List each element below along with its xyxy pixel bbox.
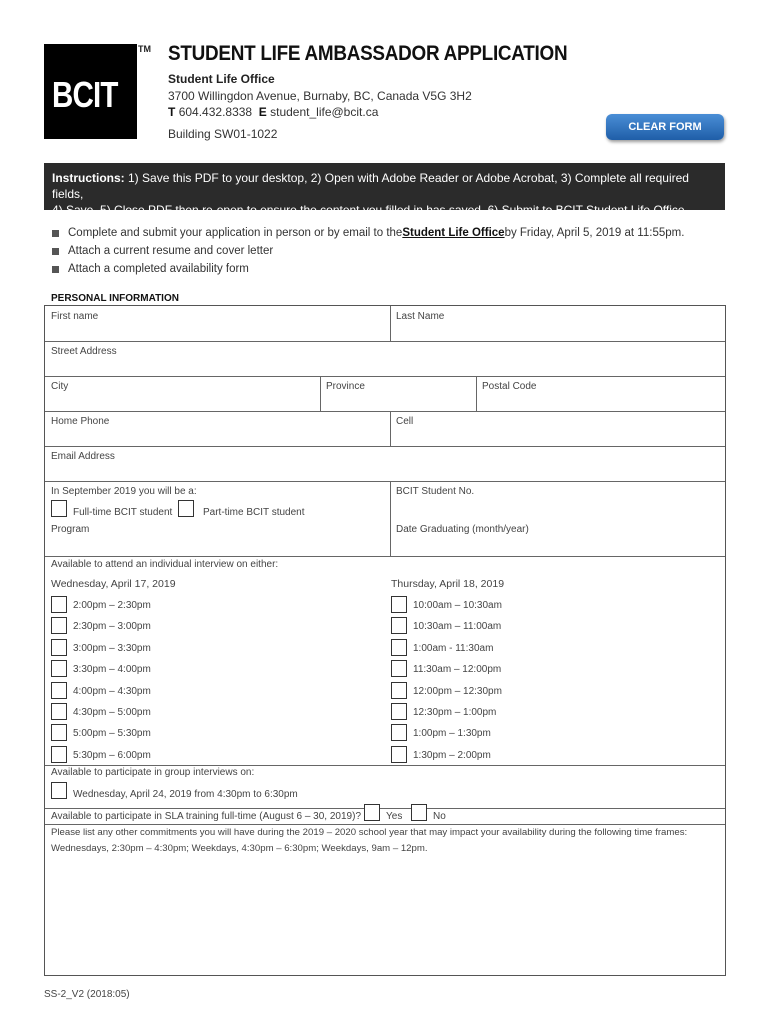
interview-slot-checkbox-wed-3[interactable] — [51, 639, 67, 656]
section-heading: PERSONAL INFORMATION — [51, 293, 179, 304]
office-name: Student Life Office — [168, 72, 275, 86]
form-code: SS-2_V2 (2018:05) — [44, 989, 130, 1000]
interview-slot-checkbox-wed-4[interactable] — [51, 660, 67, 677]
september-status-label: In September 2019 you will be a: — [51, 486, 197, 497]
bullet-text: Attach a completed availability form — [68, 263, 249, 275]
bullet-text: Complete and submit your application in person or by email to the — [68, 227, 403, 239]
commitments-timeframes: Wednesdays, 2:30pm – 4:30pm; Weekdays, 4:30pm – 6:30pm; Weekdays, 9am – 12pm. — [51, 843, 428, 854]
sla-training-label: Available to participate in SLA training full-time (August 6 – 30, 2019)? — [51, 811, 361, 822]
interview-slot-label: 3:00pm – 3:30pm — [73, 642, 151, 654]
interview-slot-label: 4:00pm – 4:30pm — [73, 685, 151, 697]
group-interview-slot-label: Wednesday, April 24, 2019 from 4:30pm to 6:30pm — [73, 789, 298, 800]
interview-slot-label: 1:00pm – 1:30pm — [413, 728, 491, 740]
street-address-label: Street Address — [51, 346, 117, 357]
row-divider — [45, 824, 725, 825]
sla-yes-checkbox[interactable] — [364, 804, 380, 821]
interview-slot-checkbox-thu-1[interactable] — [391, 596, 407, 613]
list-item — [52, 242, 684, 260]
email-prefix: E — [258, 105, 267, 119]
interview-slot-checkbox-wed-1[interactable] — [51, 596, 67, 613]
list-item — [52, 224, 684, 242]
interview-slot-label: 10:30am – 11:00am — [413, 621, 502, 633]
col-divider — [476, 376, 477, 411]
office-building: Building SW01-1022 — [168, 127, 278, 141]
bcit-logo — [44, 44, 137, 139]
commitments-textarea[interactable] — [49, 859, 721, 971]
list-item — [52, 260, 684, 278]
interview-slot-label: 11:30am – 12:00pm — [413, 664, 502, 676]
row-divider — [45, 446, 725, 447]
phone-prefix: T — [168, 105, 176, 119]
interview-slot-label: 10:00am – 10:30am — [413, 600, 502, 611]
interview-slot-checkbox-wed-7[interactable] — [51, 724, 67, 741]
col-divider — [320, 376, 321, 411]
row-divider — [45, 481, 725, 482]
interview-slot-checkbox-thu-5[interactable] — [391, 682, 407, 699]
cell-label: Cell — [396, 416, 414, 427]
interview-slot-checkbox-thu-6[interactable] — [391, 703, 407, 720]
interview-slot-checkbox-wed-5[interactable] — [51, 682, 67, 699]
sla-no-label: No — [433, 811, 446, 822]
province-label: Province — [326, 381, 365, 392]
row-divider — [45, 808, 725, 809]
interview-slot-checkbox-wed-2[interactable] — [51, 617, 67, 634]
instructions-line1: 1) Save this PDF to your desktop, 2) Open with Adobe Reader or Adobe Acrobat, 3) Complete all required fields, — [52, 171, 689, 201]
sla-yes-label: Yes — [386, 811, 403, 822]
interview-slot-checkbox-wed-6[interactable] — [51, 703, 67, 720]
instructions-banner — [44, 163, 725, 217]
logo-text: BCIT — [52, 74, 118, 115]
interview-slot-label: 12:30pm – 1:00pm — [413, 707, 497, 718]
interview-slot-label: 5:00pm – 5:30pm — [73, 728, 151, 740]
interview-slot-checkbox-thu-2[interactable] — [391, 617, 407, 634]
postal-code-label: Postal Code — [482, 381, 537, 392]
fulltime-label: Full-time BCIT student — [73, 507, 173, 518]
email-address: student_life@bcit.ca — [270, 105, 379, 119]
interview-slot-checkbox-wed-8[interactable] — [51, 746, 67, 763]
phone-number: 604.432.8338 — [178, 105, 253, 119]
requirements-list — [52, 224, 684, 278]
graduating-date-label: Date Graduating (month/year) — [396, 524, 529, 535]
student-life-office-link[interactable]: Student Life Office — [402, 227, 505, 239]
email-label: Email Address — [51, 451, 115, 462]
interview-day1-label: Wednesday, April 17, 2019 — [51, 578, 176, 590]
interview-slot-label: 2:30pm – 3:00pm — [73, 621, 151, 633]
last-name-label: Last Name — [396, 311, 445, 322]
instructions-line2: 4) Save, 5) Close PDF then re-open to ensure the content you filled in has saved, 6) Submit to BCIT Student Life Office. — [52, 203, 688, 217]
interview-slot-label: 1:30pm – 2:00pm — [413, 749, 491, 761]
page-title: STUDENT LIFE AMBASSADOR APPLICATION — [168, 42, 568, 65]
clear-form-button[interactable]: CLEAR FORM — [606, 114, 724, 140]
interview-slot-label: 5:30pm – 6:00pm — [73, 749, 151, 761]
commitments-prompt: Please list any other commitments you will have during the 2019 – 2020 school year that may impact your availability during the following time frames: — [51, 827, 688, 838]
row-divider — [45, 411, 725, 412]
group-interview-label: Available to participate in group interviews on: — [51, 767, 255, 778]
interview-slot-label: 4:30pm – 5:00pm — [73, 707, 151, 718]
interview-slot-checkbox-thu-4[interactable] — [391, 660, 407, 677]
parttime-checkbox[interactable] — [178, 500, 194, 517]
fulltime-checkbox[interactable] — [51, 500, 67, 517]
office-address: 3700 Willingdon Avenue, Burnaby, BC, Canada V5G 3H2 — [168, 89, 472, 103]
instructions-label: Instructions: — [52, 171, 125, 185]
bullet-square-icon — [52, 230, 59, 237]
row-divider — [45, 556, 725, 557]
home-phone-label: Home Phone — [51, 416, 110, 427]
interview-slot-label: 2:00pm – 2:30pm — [73, 600, 151, 611]
interview-day2-label: Thursday, April 18, 2019 — [391, 578, 505, 590]
bullet-square-icon — [52, 266, 59, 273]
col-divider — [390, 306, 391, 341]
personal-info-form — [44, 305, 726, 976]
interview-slot-checkbox-thu-8[interactable] — [391, 746, 407, 763]
col-divider — [390, 411, 391, 446]
row-divider — [45, 341, 725, 342]
interview-slot-checkbox-thu-3[interactable] — [391, 639, 407, 656]
group-interview-checkbox[interactable] — [51, 782, 67, 799]
interview-slot-checkbox-thu-7[interactable] — [391, 724, 407, 741]
trademark-mark: TM — [138, 44, 151, 54]
row-divider — [45, 765, 725, 766]
student-number-label: BCIT Student No. — [396, 486, 475, 497]
col-divider — [390, 481, 391, 556]
interview-slot-label: 12:00pm – 12:30pm — [413, 685, 502, 697]
interview-availability-label: Available to attend an individual interview on either: — [51, 559, 279, 570]
parttime-label: Part-time BCIT student — [203, 507, 305, 518]
row-divider — [45, 376, 725, 377]
city-label: City — [51, 381, 69, 392]
program-label: Program — [51, 524, 90, 535]
interview-slot-label: 1:00am - 11:30am — [413, 642, 494, 654]
bullet-text: Attach a current resume and cover letter — [68, 245, 274, 257]
first-name-label: First name — [51, 311, 99, 322]
bullet-square-icon — [52, 248, 59, 255]
sla-no-checkbox[interactable] — [411, 804, 427, 821]
bullet-text: by Friday, April 5, 2019 at 11:55pm. — [504, 227, 685, 239]
interview-slot-label: 3:30pm – 4:00pm — [73, 664, 151, 676]
office-contact — [168, 105, 378, 119]
